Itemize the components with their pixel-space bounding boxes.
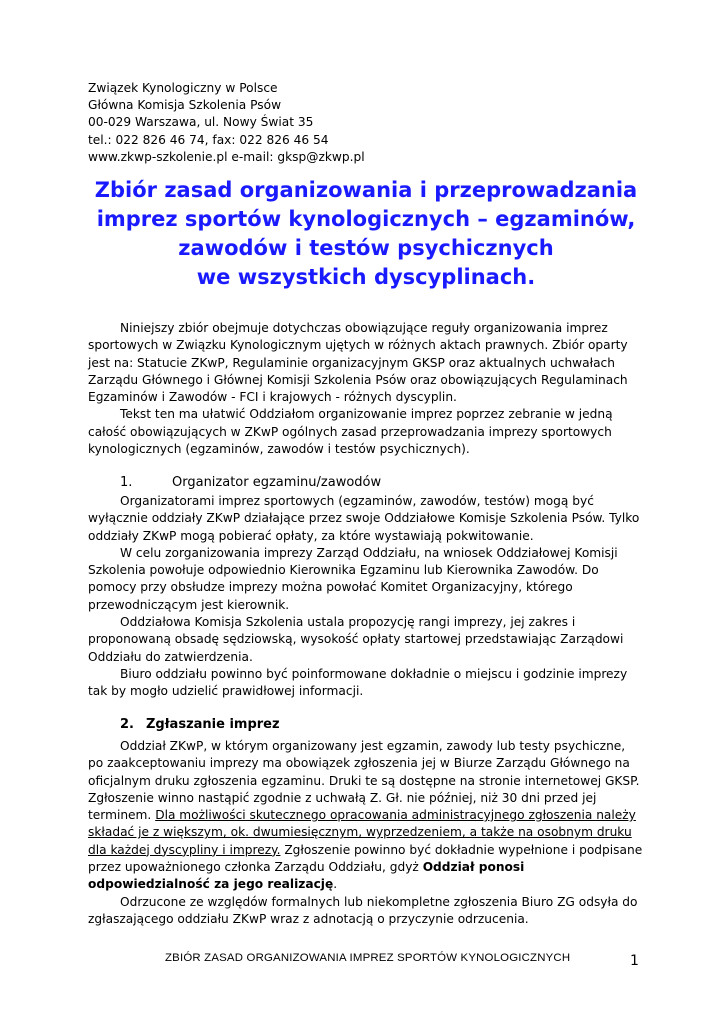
section-2-number: 2. (120, 717, 134, 732)
title-line-2: imprez sportów kynologicznych – egzaminów, (96, 207, 636, 231)
section-2-paragraph-2: Odrzucone ze względów formalnych lub niekompletne zgłoszenia Biuro ZG odsyła do zgłaszającego oddziału ZKwP wraz z adnotacją o przyczynie odrzucenia. (88, 894, 638, 926)
section-2-title: Zgłaszanie imprez (146, 717, 280, 732)
section-1-heading (120, 474, 381, 492)
section-2-bold-responsibility: Oddział ponosi odpowiedzialność za jego realizację (88, 860, 525, 892)
phone-fax: tel.: 022 826 46 74, fax: 022 826 46 54 (88, 132, 329, 147)
section-1-paragraph-3: Oddziałowa Komisja Szkolenia ustala propozycję rangi imprezy, jej zakres i proponowaną obsadę sędziowską, wysokość opłaty startowej przedstawiając Zarządowi Oddziału do zatwierdzenia. (88, 615, 624, 664)
section-2-heading (120, 716, 280, 734)
section-1-number: 1. (120, 475, 133, 490)
document-title (88, 176, 644, 292)
intro-paragraph-1: Niniejszy zbiór obejmuje dotychczas obowiązujące reguły organizowania imprez sportowych w Związku Kynologicznym ujętych w różnych aktach prawnych. Zbiór oparty jest na: Statucie ZKwP, Regulaminie organizacyjnym GKSP oraz aktualnych uchwałach Zarządu Głównego i Głównej Komisji Szkolenia Psów oraz obowiązujących Regulaminach Egzaminów i Zawodów - FCI i krajowych - różnych dyscyplin. (88, 321, 628, 405)
section-2-underlined-note: Dla możliwości skutecznego opracowania administracyjnego zgłoszenia należy składać je z większym, ok. dwumiesięcznym, wyprzedzeniem, a także na osobnym druku dla każdej dyscypliny i imprezy. (88, 808, 636, 857)
section-1-title: Organizator egzaminu/zawodów (172, 475, 382, 490)
section-2-paragraph-1 (88, 738, 644, 894)
intro-section (88, 320, 644, 458)
organization-header (88, 80, 365, 166)
commission-name: Główna Komisja Szkolenia Psów (88, 98, 282, 113)
website-email: www.zkwp-szkolenie.pl e-mail: gksp@zkwp.pl (88, 149, 365, 164)
page-number: 1 (630, 953, 639, 969)
section-2-text-a: Oddział ZKwP, w którym organizowany jest egzamin, zawody lub testy psychiczne, po zaakceptowaniu imprezy ma obowiązek zgłoszenia jej w Biurze Zarządu Głównego na oficjalnym druku zgłoszenia egzaminu. Druki te są dostępne na stronie internetowej GKSP. Zgłoszenie winno nastąpić zgodnie z uchwałą Z. Gł. nie później, niż 30 dni przed jej terminem. (88, 739, 640, 823)
section-1-paragraph-2: W celu zorganizowania imprezy Zarząd Oddziału, na wniosek Oddziałowej Komisji Szkolenia powołuje odpowiednio Kierownika Egzaminu lub Kierownika Zawodów. Do pomocy przy obsłudze imprezy można powołać Komitet Organizacyjny, którego przewodniczącym jest kierownik. (88, 545, 618, 612)
section-2-text-b: Zgłoszenie powinno być dokładnie wypełnione i podpisane przez upoważnionego członka Zarządu Oddziału, gdyż (88, 842, 643, 875)
address: 00-029 Warszawa, ul. Nowy Świat 35 (88, 115, 314, 130)
org-name: Związek Kynologiczny w Polsce (88, 81, 278, 95)
intro-paragraph-2: Tekst ten ma ułatwić Oddziałom organizowanie imprez poprzez zebranie w jedną całość obowiązujących w ZKwP ogólnych zasad przeprowadzania imprezy sportowych kynologicznych (egzaminów, zawodów i testów psychicznych). (88, 407, 613, 457)
title-line-4: we wszystkich dyscyplinach. (196, 265, 536, 289)
section-1-paragraph-1: Organizatorami imprez sportowych (egzaminów, zawodów, testów) mogą być wyłącznie oddziały ZKwP działające przez swoje Oddziałowe Komisje Szkolenia Psów. Tylko oddziały ZKwP mogą pobierać opłaty, za które wystawiają pokwitowanie. (88, 494, 640, 543)
section-1-paragraph-4: Biuro oddziału powinno być poinformowane dokładnie o miejscu i godzinie imprezy tak by mogło udzielić prawidłowej informacji. (88, 666, 628, 699)
section-2-text-end: . (333, 877, 338, 892)
section-2-body (88, 738, 644, 928)
title-line-1: Zbiór zasad organizowania i przeprowadzania (94, 178, 638, 202)
page-footer: ZBIÓR ZASAD ORGANIZOWANIA IMPREZ SPORTÓW KYNOLOGICZNYCH (165, 952, 571, 964)
section-1-body (88, 493, 644, 701)
title-line-3: zawodów i testów psychicznych (178, 236, 554, 260)
